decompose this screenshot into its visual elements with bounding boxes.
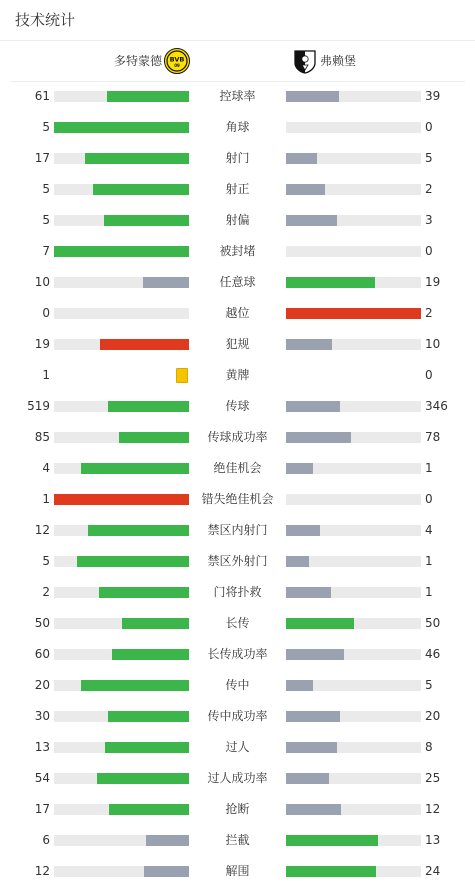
away-bar-track [286,711,421,722]
stat-row [0,794,475,825]
freiburg-logo-icon [292,48,318,74]
stat-label: 控球率 [219,89,256,103]
stat-label: 禁区外射门 [207,554,268,568]
stat-row [0,329,475,360]
home-value: 61 [34,89,50,103]
away-bar-track [286,649,421,660]
away-bar-track [286,618,421,629]
stat-label: 射偏 [225,213,250,227]
stat-row [0,174,475,205]
away-bar-track [286,835,421,846]
away-value: 12 [425,802,441,816]
away-bar-track [286,153,421,164]
away-bar-fill [286,339,332,350]
stat-label: 被封堵 [219,244,256,258]
home-bar-track [54,804,189,815]
home-value: 0 [42,306,50,320]
home-value: 85 [34,430,50,444]
home-value: 6 [42,833,50,847]
away-bar-fill [286,153,317,164]
away-bar-fill [286,773,329,784]
away-bar-track [286,525,421,536]
stat-label: 错失绝佳机会 [201,492,274,506]
stat-label: 抢断 [225,802,250,816]
away-bar-fill [286,215,337,226]
away-bar-track [286,339,421,350]
away-bar-fill [286,277,375,288]
home-value: 12 [34,523,50,537]
stat-row [0,236,475,267]
away-bar-fill [286,866,376,877]
home-bar-fill [81,680,189,691]
home-value: 5 [42,554,50,568]
home-bar-fill [97,773,189,784]
away-bar-fill [286,680,313,691]
away-value: 3 [425,213,433,227]
home-bar-fill [109,804,189,815]
away-value: 0 [425,244,433,258]
away-bar-track [286,401,421,412]
stat-row [0,639,475,670]
away-bar-fill [286,835,378,846]
away-bar-track [286,184,421,195]
home-bar-track [54,649,189,660]
home-value: 19 [34,337,50,351]
away-value: 50 [425,616,441,630]
away-bar-fill [286,649,344,660]
away-bar-fill [286,711,340,722]
away-bar-fill [286,742,337,753]
home-bar-track [54,153,189,164]
page-title: 技术统计 [15,11,76,29]
home-bar-track [54,525,189,536]
stat-row [0,391,475,422]
home-value: 20 [34,678,50,692]
yellow-card-icon [176,368,188,383]
away-bar-fill [286,401,340,412]
home-bar-track [54,680,189,691]
away-value: 0 [425,492,433,506]
stat-label: 射正 [225,182,250,196]
home-bar-fill [77,556,189,567]
away-value: 24 [425,864,441,878]
away-value: 78 [425,430,441,444]
stat-row [0,453,475,484]
home-bar-fill [119,432,189,443]
away-value: 5 [425,151,433,165]
stat-label: 传中成功率 [207,709,268,723]
stat-label: 射门 [225,151,250,165]
away-bar-fill [286,432,351,443]
home-value: 519 [27,399,50,413]
away-bar-fill [286,587,331,598]
home-bar-fill [107,91,189,102]
stat-row [0,701,475,732]
home-bar-track [54,742,189,753]
away-value: 39 [425,89,441,103]
away-bar-track [286,215,421,226]
away-bar-fill [286,184,325,195]
home-bar-track [54,91,189,102]
away-bar-track [286,773,421,784]
stat-row [0,825,475,856]
stat-label: 传中 [225,678,250,692]
away-bar-track [286,804,421,815]
home-value: 5 [42,213,50,227]
stat-label: 过人成功率 [207,771,268,785]
home-value: 60 [34,647,50,661]
home-bar-fill [54,122,189,133]
home-bar-fill [122,618,190,629]
away-bar-fill [286,91,339,102]
away-value: 346 [425,399,448,413]
home-bar-track [54,494,189,505]
home-value: 7 [42,244,50,258]
away-bar-track [286,277,421,288]
home-bar-fill [81,463,189,474]
home-bar-fill [112,649,189,660]
home-bar-fill [143,277,189,288]
stat-label: 犯规 [225,337,250,351]
stat-row [0,422,475,453]
away-bar-track [286,432,421,443]
teams-header [10,41,465,82]
stat-row [0,546,475,577]
away-bar-fill [286,525,320,536]
svg-text:BVB: BVB [169,55,185,64]
away-value: 0 [425,120,433,134]
home-bar-track [54,122,189,133]
home-bar-fill [144,866,189,877]
home-bar-track [54,308,189,319]
stat-row [0,577,475,608]
away-bar-track [286,246,421,257]
away-value: 2 [425,182,433,196]
home-bar-track [54,556,189,567]
away-bar-track [286,680,421,691]
stat-label: 角球 [225,120,250,134]
away-value: 1 [425,585,433,599]
home-bar-track [54,339,189,350]
stat-label: 拦截 [225,833,250,847]
home-bar-track [54,215,189,226]
away-bar-fill [286,308,421,319]
stat-row [0,205,475,236]
home-bar-fill [99,587,189,598]
home-bar-track [54,587,189,598]
stat-row [0,267,475,298]
away-value: 2 [425,306,433,320]
stat-label: 传球 [225,399,250,413]
stat-row [0,81,475,112]
home-bar-fill [108,711,189,722]
away-value: 25 [425,771,441,785]
home-bar-track [54,866,189,877]
stat-label: 绝佳机会 [213,461,262,475]
stat-label: 长传成功率 [207,647,268,661]
home-team-name: 多特蒙德 [113,54,162,68]
away-value: 0 [425,368,433,382]
svg-text:09: 09 [174,63,180,68]
home-bar-track [54,277,189,288]
home-bar-track [54,246,189,257]
away-bar-fill [286,804,341,815]
away-value: 8 [425,740,433,754]
away-bar-fill [286,463,313,474]
home-value: 1 [42,368,50,382]
stat-row [0,484,475,515]
home-value: 4 [42,461,50,475]
home-value: 5 [42,120,50,134]
stat-row [0,732,475,763]
stat-label: 禁区内射门 [207,523,268,537]
stats-list [0,81,475,887]
home-value: 1 [42,492,50,506]
home-bar-track [54,835,189,846]
away-bar-track [286,556,421,567]
stat-row [0,856,475,887]
home-value: 2 [42,585,50,599]
away-bar-track [286,494,421,505]
stat-label: 越位 [225,306,250,320]
stat-label: 任意球 [219,275,256,289]
away-value: 4 [425,523,433,537]
stat-row [0,360,475,391]
home-bar-fill [104,215,189,226]
away-value: 46 [425,647,441,661]
away-value: 5 [425,678,433,692]
home-bar-fill [93,184,189,195]
away-value: 1 [425,461,433,475]
home-bar-fill [85,153,189,164]
away-value: 10 [425,337,441,351]
home-value: 12 [34,864,50,878]
away-bar-track [286,866,421,877]
home-bar-fill [105,742,189,753]
stat-row [0,112,475,143]
home-value: 50 [34,616,50,630]
stat-label: 黄牌 [225,368,250,382]
home-bar-track [54,773,189,784]
home-value: 10 [34,275,50,289]
stat-row [0,298,475,329]
home-bar-fill [54,494,189,505]
away-team-name: 弗赖堡 [320,54,357,68]
away-value: 20 [425,709,441,723]
stat-row [0,143,475,174]
home-bar-track [54,184,189,195]
away-bar-fill [286,556,309,567]
away-value: 13 [425,833,441,847]
away-value: 1 [425,554,433,568]
home-value: 17 [34,802,50,816]
away-bar-track [286,463,421,474]
home-value: 13 [34,740,50,754]
stat-label: 过人 [225,740,250,754]
away-bar-track [286,122,421,133]
away-bar-track [286,91,421,102]
home-bar-fill [146,835,189,846]
home-bar-track [54,401,189,412]
home-value: 30 [34,709,50,723]
home-value: 17 [34,151,50,165]
away-value: 19 [425,275,441,289]
home-value: 5 [42,182,50,196]
away-bar-track [286,308,421,319]
stat-row [0,608,475,639]
dortmund-logo-icon [164,48,190,74]
home-bar-track [54,618,189,629]
home-bar-fill [54,246,189,257]
home-bar-fill [108,401,189,412]
stat-label: 传球成功率 [207,430,268,444]
stat-row [0,670,475,701]
home-bar-track [54,432,189,443]
away-bar-fill [286,618,354,629]
home-value: 54 [34,771,50,785]
home-bar-track [54,463,189,474]
home-bar-fill [100,339,189,350]
home-bar-track [54,711,189,722]
away-bar-track [286,742,421,753]
stat-label: 解围 [225,864,250,878]
away-bar-track [286,587,421,598]
stat-label: 长传 [225,616,250,630]
home-bar-fill [88,525,189,536]
header-bar [0,0,475,41]
stat-row [0,763,475,794]
stat-row [0,515,475,546]
stat-label: 门将扑救 [213,585,262,599]
